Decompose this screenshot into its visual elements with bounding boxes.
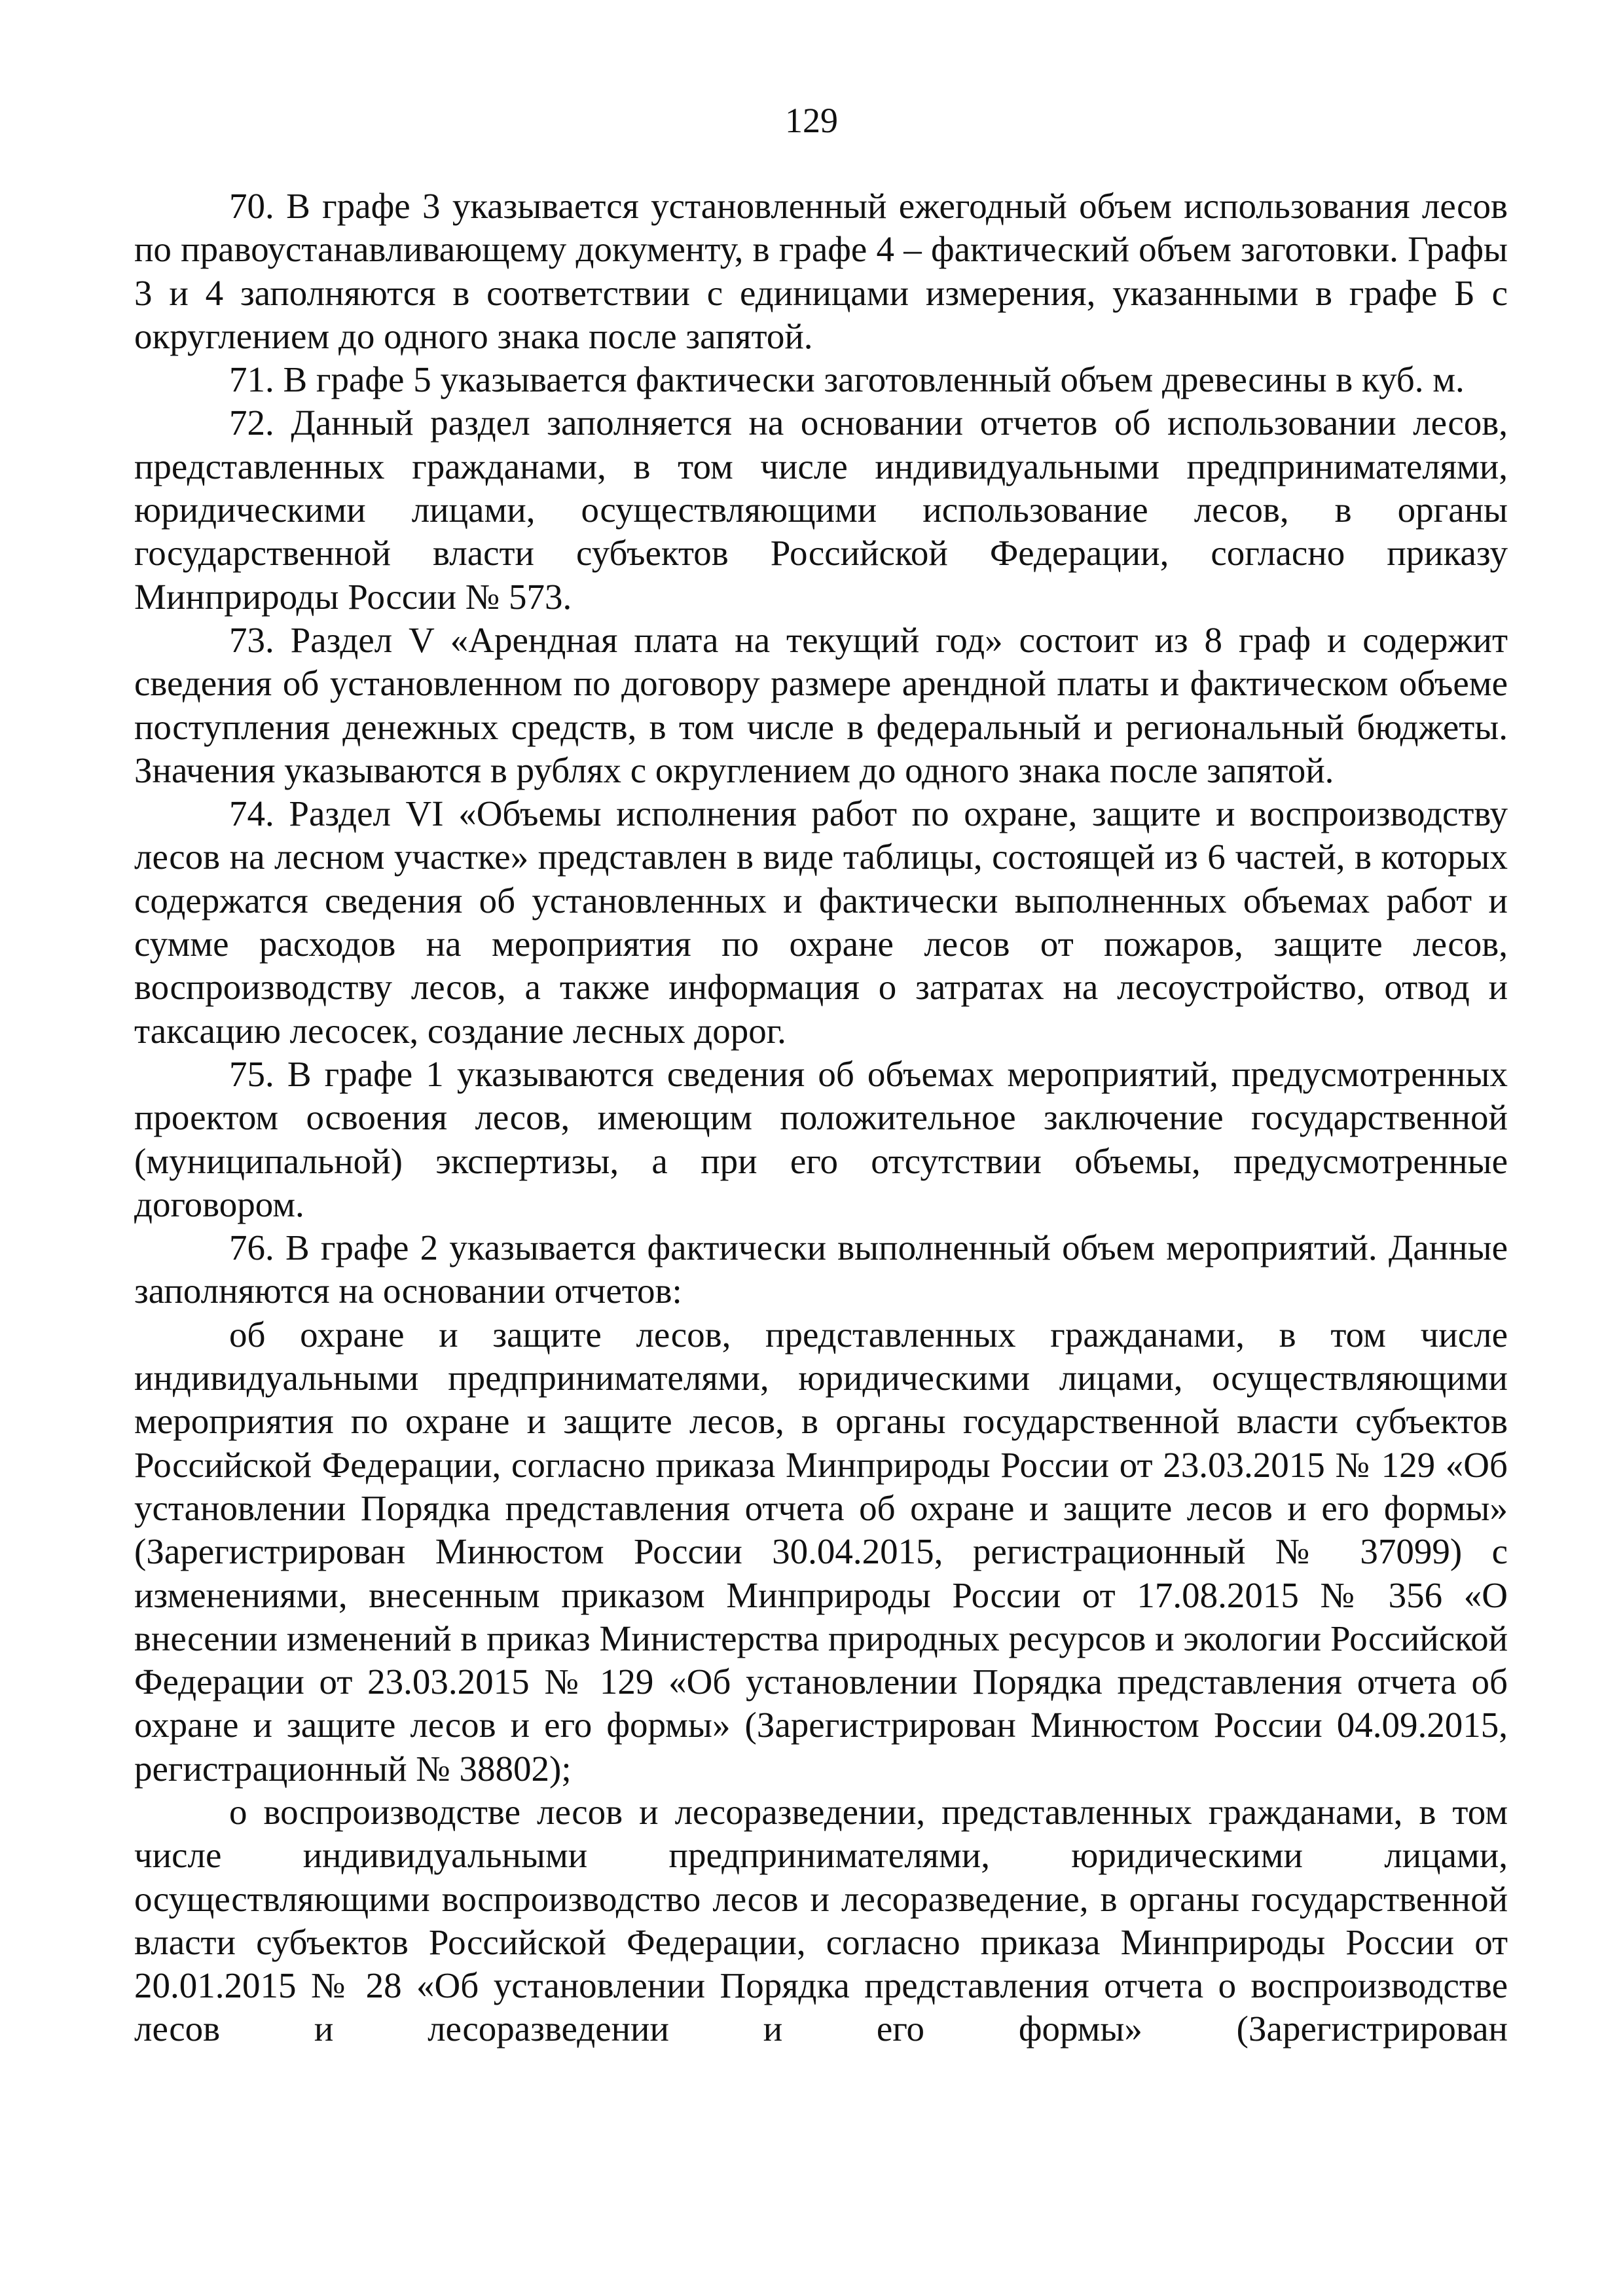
page-number: 129 bbox=[785, 101, 838, 140]
paragraph-72: 72. Данный раздел заполняется на основании отчетов об использовании лесов, представленных гражданами, в том числе индивидуальными предпринимателями, юридическими лицами, осуществляющими использование лесов, в органы государственной власти субъектов Российской Федерации, согласно приказу Минприроды России № 573. bbox=[134, 403, 1508, 617]
document-body bbox=[134, 185, 1508, 2051]
paragraph-76-reproduction-report: о воспроизводстве лесов и лесоразведении, представленных гражданами, в том числе индивидуальными предпринимателями, юридическими лицами, осуществляющими воспроизводство лесов и лесоразведение, в органы государственной власти субъектов Российской Федерации, согласно приказа Минприроды России от 20.01.2015 № 28 «Об установлении Порядка представления отчета о воспроизводстве лесов и лесоразведении и его формы» (Зарегистрирован bbox=[134, 1791, 1508, 2049]
paragraph-75: 75. В графе 1 указываются сведения об объемах мероприятий, предусмотренных проектом освоения лесов, имеющим положительное заключение государственной (муниципальной) экспертизы, а при его отсутствии объемы, предусмотренные договором. bbox=[134, 1053, 1508, 1224]
paragraph-73: 73. Раздел V «Арендная плата на текущий год» состоит из 8 граф и содержит сведения об установленном по договору размере арендной платы и фактическом объеме поступления денежных средств, в том числе в федеральный и региональный бюджеты. Значения указываются в рублях с округлением до одного знака после запятой. bbox=[134, 619, 1508, 790]
paragraph-71: 71. В графе 5 указывается фактически заготовленный объем древесины в куб. м. bbox=[229, 359, 1465, 400]
paragraph-70: 70. В графе 3 указывается установленный ежегодный объем использования лесов по правоустанавливающему документу, в графе 4 – фактический объем заготовки. Графы 3 и 4 заполняются в соответствии с единицами измерения, указанными в графе Б с округлением до одного знака после запятой. bbox=[134, 186, 1508, 356]
paragraph-76-protection-report: об охране и защите лесов, представленных гражданами, в том числе индивидуальными предпринимателями, юридическими лицами, осуществляющими мероприятия по охране и защите лесов, в органы государственной власти субъектов Российской Федерации, согласно приказа Минприроды России от 23.03.2015 № 129 «Об установлении Порядка представления отчета об охране и защите лесов и его формы» (Зарегистрирован Минюстом России 30.04.2015, регистрационный № 37099) с изменениями, внесенным приказом Минприроды России от 17.08.2015 № 356 «О внесении изменений в приказ Министерства природных ресурсов и экологии Российской Федерации от 23.03.2015 № 129 «Об установлении Порядка представления отчета об охране и защите лесов и его формы» (Зарегистрирован Минюстом России 04.09.2015, регистрационный № 38802); bbox=[134, 1314, 1508, 1789]
paragraph-76: 76. В графе 2 указывается фактически выполненный объем мероприятий. Данные заполняются на основании отчетов: bbox=[134, 1228, 1508, 1311]
paragraph-74: 74. Раздел VI «Объемы исполнения работ по охране, защите и воспроизводству лесов на лесном участке» представлен в виде таблицы, состоящей из 6 частей, в которых содержатся сведения об установленных и фактически выполненных объемах работ и сумме расходов на мероприятия по охране лесов от пожаров, защите лесов, воспроизводству лесов, а также информация о затратах на лесоустройство, отвод и таксацию лесосек, создание лесных дорог. bbox=[134, 793, 1508, 1051]
